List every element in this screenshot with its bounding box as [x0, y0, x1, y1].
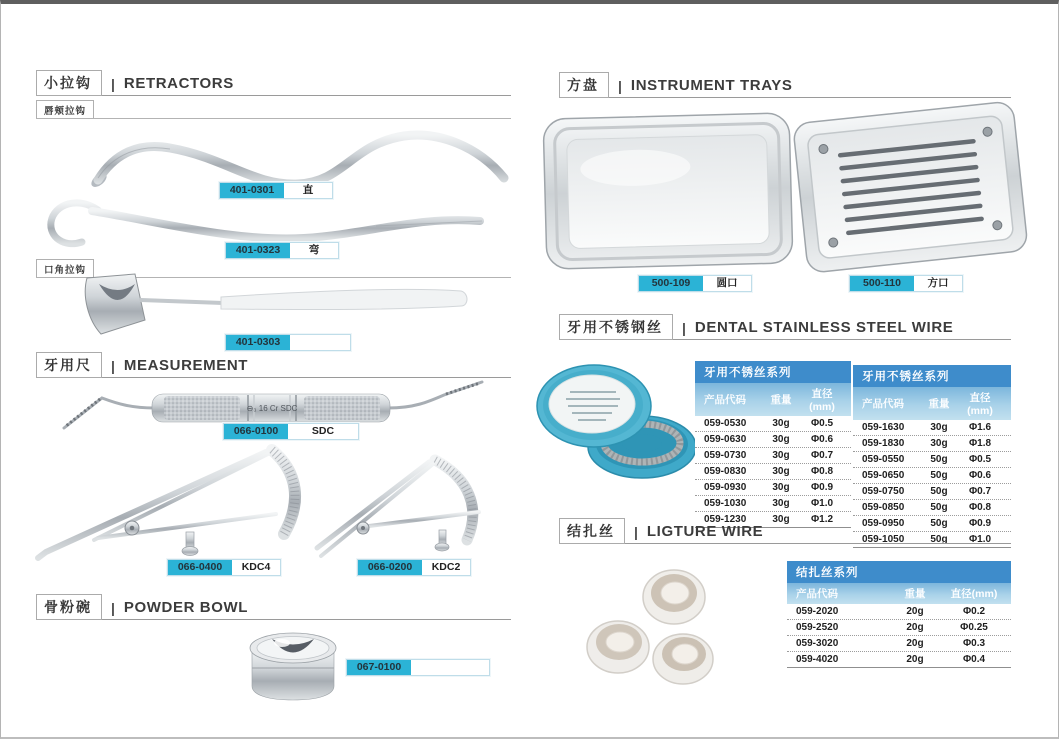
table-cell: 20g	[906, 638, 924, 649]
table-cell: 059-0550	[862, 454, 905, 465]
table-cell: 059-0930	[704, 482, 747, 493]
table-cell: Φ1.0	[968, 534, 992, 545]
column-header: 重量	[928, 398, 950, 410]
column-header: 直径(mm)	[950, 588, 998, 600]
table-cell: Φ0.7	[810, 450, 834, 461]
section-title-en: LIGTURE WIRE	[646, 523, 764, 540]
table-body	[695, 416, 851, 528]
table-cell: 059-4020	[796, 654, 839, 665]
table-row	[787, 636, 1011, 652]
table-cell: 059-1630	[862, 422, 905, 433]
product-tag-067-0100	[346, 659, 490, 676]
table-cell: 059-1050	[862, 534, 905, 545]
caliper-kdc2-image	[311, 454, 511, 562]
section-header-trays	[559, 72, 1011, 98]
section-header-measurement	[36, 352, 511, 378]
product-tag-401-0323	[225, 242, 339, 259]
table-cell: Φ0.5	[968, 454, 992, 465]
product-desc: 直	[302, 184, 314, 196]
table-cell: Φ0.3	[962, 638, 986, 649]
table-cell: Φ0.8	[810, 466, 834, 477]
product-code: 401-0323	[226, 243, 290, 258]
table-cell: Φ1.6	[968, 422, 992, 433]
subgroup-label: 口角拉钩	[36, 259, 94, 277]
section-title-en: RETRACTORS	[123, 75, 234, 92]
table-cell: 059-0630	[704, 434, 747, 445]
table-column-headers	[787, 583, 1011, 604]
table-row	[853, 468, 1011, 484]
column-header: 重量	[904, 588, 926, 600]
table-cell: 059-0730	[704, 450, 747, 461]
table-cell: Φ0.25	[960, 622, 988, 633]
table-row	[853, 436, 1011, 452]
table-cell: 059-1830	[862, 438, 905, 449]
table-cell: Φ0.6	[968, 470, 992, 481]
product-tag-500-109	[638, 275, 752, 292]
caliper-kdc4-image	[36, 442, 301, 560]
table-cell: Φ0.9	[968, 518, 992, 529]
product-tag-401-0303	[225, 334, 351, 351]
table-cell: 20g	[906, 622, 924, 633]
table-cell: 30g	[772, 498, 790, 509]
product-desc	[290, 335, 350, 350]
product-desc: 弯	[308, 244, 320, 256]
tray-slotted-image	[786, 92, 1037, 284]
product-code: 066-0400	[168, 560, 232, 575]
table-cell: Φ0.8	[968, 502, 992, 513]
table-cell: Φ0.5	[810, 418, 834, 429]
table-cell: Φ0.9	[810, 482, 834, 493]
product-desc: SDC	[311, 425, 335, 437]
product-tag-066-0400	[167, 559, 281, 576]
section-divider: |	[111, 358, 115, 374]
table-cell: Φ0.4	[962, 654, 986, 665]
table-row	[853, 452, 1011, 468]
product-desc: KDC4	[241, 561, 271, 573]
table-row	[853, 500, 1011, 516]
product-code: 500-110	[850, 276, 914, 291]
section-divider: |	[111, 76, 115, 92]
product-code: 500-109	[639, 276, 703, 291]
column-header: 产品代码	[796, 588, 838, 600]
table-cell: 059-0830	[704, 466, 747, 477]
section-title-zh: 牙用不锈钢丝	[559, 314, 673, 340]
table-column-headers	[853, 387, 1011, 420]
table-cell: 50g	[930, 534, 948, 545]
table-cell: 059-2020	[796, 606, 839, 617]
product-desc	[411, 660, 489, 675]
table-body	[787, 604, 1011, 668]
table-cell: Φ0.7	[968, 486, 992, 497]
ligature-wire-table	[787, 561, 1011, 668]
table-cell: 30g	[930, 422, 948, 433]
table-cell: 50g	[930, 470, 948, 481]
ligature-spools-image	[576, 547, 731, 692]
table-cell: 20g	[906, 654, 924, 665]
table-row	[695, 480, 851, 496]
section-title-en: POWDER BOWL	[123, 599, 249, 616]
product-code: 401-0301	[220, 183, 284, 198]
table-series-title: 牙用不锈丝系列	[695, 361, 851, 383]
product-tag-066-0100	[223, 423, 359, 440]
section-title-en: MEASUREMENT	[123, 357, 249, 374]
product-code: 066-0100	[224, 424, 288, 439]
table-cell: 30g	[772, 418, 790, 429]
tray-round-image	[539, 109, 798, 274]
table-cell: 30g	[772, 514, 790, 525]
table-cell: 50g	[930, 454, 948, 465]
table-cell: 059-0950	[862, 518, 905, 529]
table-cell: 059-2520	[796, 622, 839, 633]
table-row	[695, 464, 851, 480]
column-header: 直径(mm)	[967, 392, 993, 417]
table-row	[695, 496, 851, 512]
table-cell: 059-1030	[704, 498, 747, 509]
column-header: 产品代码	[704, 394, 746, 406]
table-cell: 30g	[772, 434, 790, 445]
product-desc: 圆口	[716, 277, 738, 289]
section-divider: |	[618, 78, 622, 94]
section-header-retractors	[36, 70, 511, 96]
table-cell: 30g	[772, 482, 790, 493]
table-row	[695, 416, 851, 432]
table-cell: Φ1.2	[810, 514, 834, 525]
table-cell: Φ0.6	[810, 434, 834, 445]
subgroup-label: 唇颊拉钩	[36, 100, 94, 118]
section-title-zh: 骨粉碗	[36, 594, 102, 620]
product-desc: 方口	[927, 277, 949, 289]
table-cell: 50g	[930, 518, 948, 529]
powder-bowl-image	[244, 616, 344, 704]
table-cell: 30g	[772, 450, 790, 461]
column-header: 直径(mm)	[809, 388, 835, 413]
table-cell: 059-3020	[796, 638, 839, 649]
section-header-steel-wire	[559, 314, 1011, 340]
table-cell: 059-0750	[862, 486, 905, 497]
table-row	[695, 448, 851, 464]
section-header-ligature-wire	[559, 518, 1011, 544]
product-code: 066-0200	[358, 560, 422, 575]
section-title-zh: 结扎丝	[559, 518, 625, 544]
section-divider: |	[111, 600, 115, 616]
product-desc: KDC2	[431, 561, 461, 573]
table-cell: 059-0850	[862, 502, 905, 513]
section-title-en: INSTRUMENT TRAYS	[630, 77, 793, 94]
wire-canister-image	[534, 362, 699, 480]
table-cell: 50g	[930, 486, 948, 497]
table-row	[853, 484, 1011, 500]
product-tag-066-0200	[357, 559, 471, 576]
column-header: 重量	[770, 394, 792, 406]
section-divider: |	[682, 320, 686, 336]
table-row	[695, 432, 851, 448]
table-cell: Φ0.2	[962, 606, 986, 617]
table-cell: 059-0530	[704, 418, 747, 429]
section-title-zh: 方盘	[559, 72, 609, 98]
table-row	[787, 620, 1011, 636]
table-cell: 20g	[906, 606, 924, 617]
table-cell: 059-0650	[862, 470, 905, 481]
column-header: 产品代码	[862, 398, 904, 410]
table-cell: 30g	[930, 438, 948, 449]
product-code: 067-0100	[347, 660, 411, 675]
product-code: 401-0303	[226, 335, 290, 350]
section-title-en: DENTAL STAINLESS STEEL WIRE	[694, 319, 954, 336]
section-divider: |	[634, 524, 638, 540]
table-series-title: 结扎丝系列	[787, 561, 1011, 583]
table-row	[787, 652, 1011, 668]
section-title-zh: 小拉钩	[36, 70, 102, 96]
cheek-retractor-image	[71, 272, 476, 342]
product-tag-500-110	[849, 275, 963, 292]
table-column-headers	[695, 383, 851, 416]
table-cell: 30g	[772, 466, 790, 477]
probe-marking-text: ⊖₃ 16 Cr SDC	[246, 404, 298, 413]
table-cell: 059-1230	[704, 514, 747, 525]
table-row	[853, 420, 1011, 436]
table-series-title: 牙用不锈丝系列	[853, 365, 1011, 387]
steel-wire-table-left	[695, 361, 851, 528]
section-title-zh: 牙用尺	[36, 352, 102, 378]
table-cell: Φ1.0	[810, 498, 834, 509]
table-cell: 50g	[930, 502, 948, 513]
table-cell: Φ1.8	[968, 438, 992, 449]
table-row	[787, 604, 1011, 620]
